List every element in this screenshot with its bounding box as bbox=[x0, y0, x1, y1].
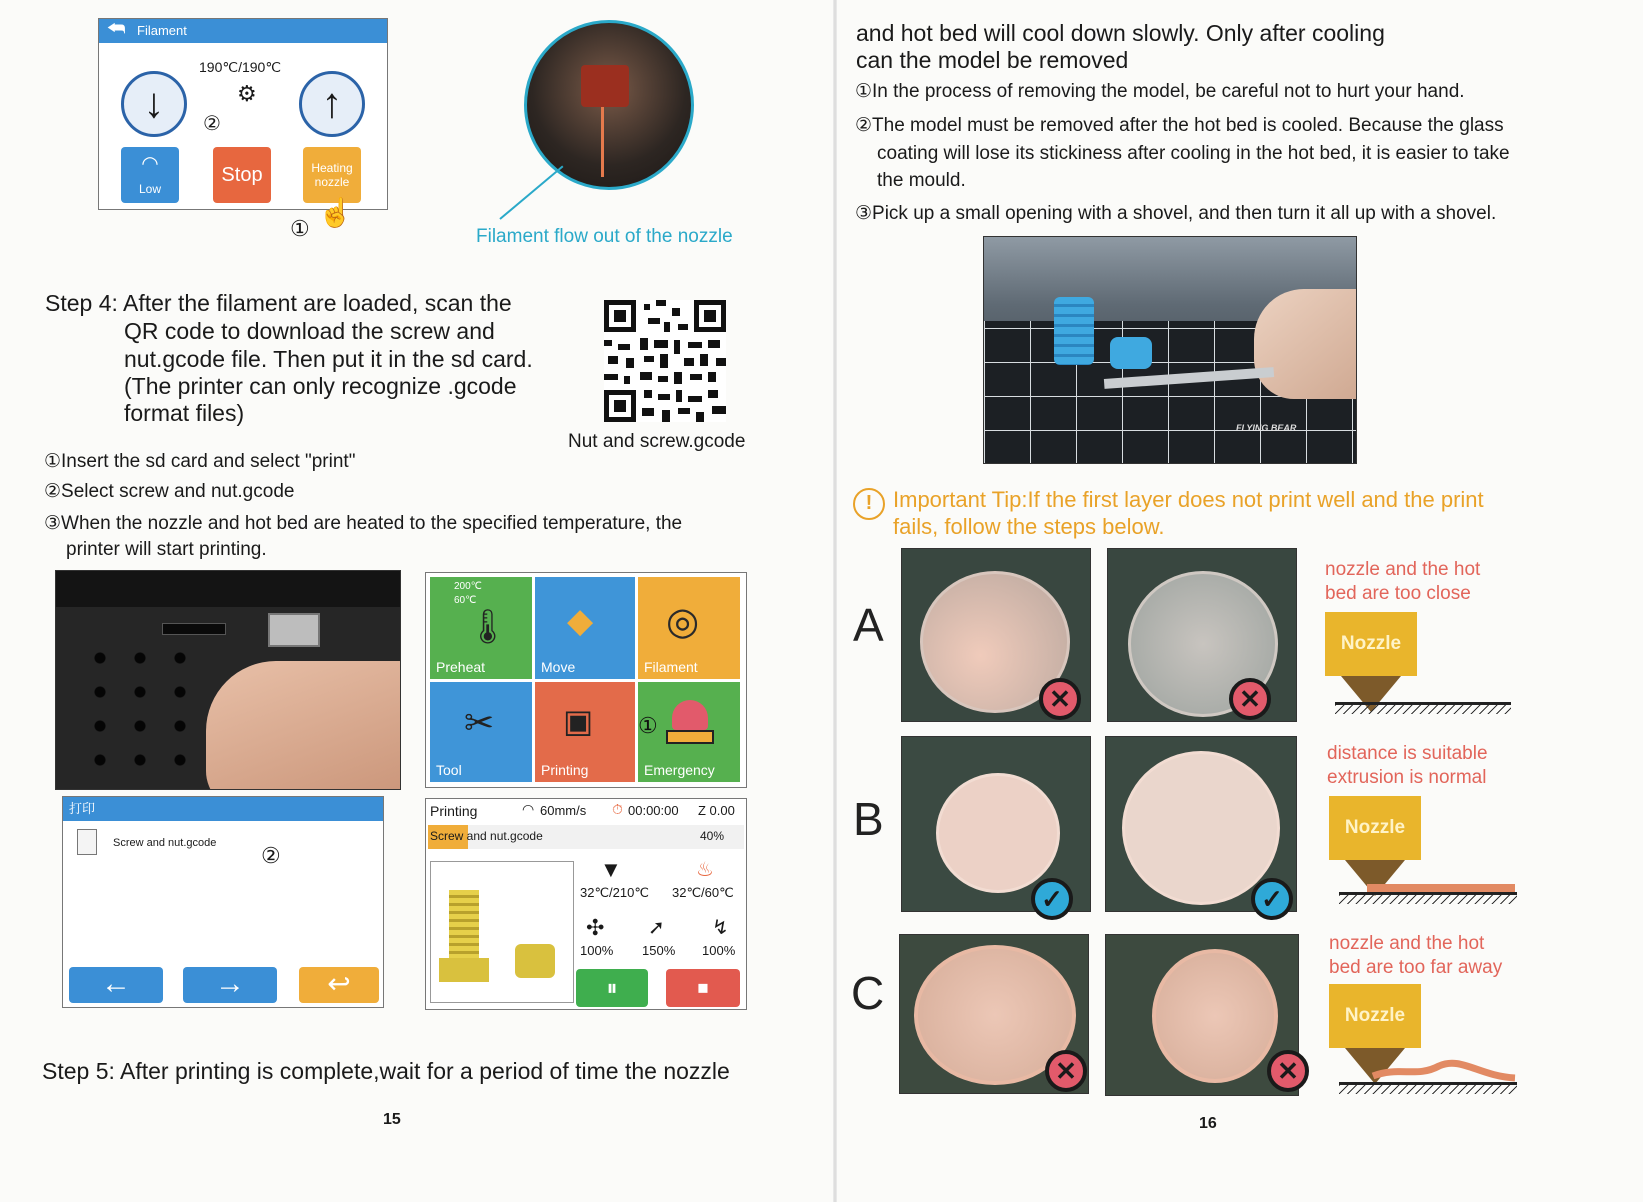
emergency-base bbox=[666, 730, 714, 744]
pause-button[interactable] bbox=[576, 969, 648, 1007]
intro-line-1: and hot bed will cool down slowly. Only after cooling bbox=[856, 20, 1385, 46]
right-arrow-icon: → bbox=[215, 967, 245, 1000]
panel-top bbox=[56, 571, 401, 607]
sd-card-photo bbox=[55, 570, 401, 790]
filament-strand bbox=[601, 107, 604, 177]
intro-line-2: can the model be removed bbox=[856, 47, 1129, 73]
row-c-letter: C bbox=[851, 967, 885, 1019]
row-b-result-2: ✓ bbox=[1251, 878, 1293, 920]
nozzle-icon: ▼ bbox=[600, 857, 622, 882]
thermometer-icon: 🌡 bbox=[466, 608, 510, 646]
instruction-3: ③When the nozzle and hot bed are heated to the specified temperature, the bbox=[44, 513, 683, 534]
speed-low-button[interactable] bbox=[121, 147, 179, 203]
point-1: ①In the process of removing the model, be careful not to hurt your hand. bbox=[855, 81, 1465, 102]
screw-model bbox=[449, 890, 479, 960]
filament-screen-title: Filament bbox=[137, 23, 187, 38]
left-arrow-icon: ← bbox=[101, 967, 131, 1000]
return-arrow-icon: ↩ bbox=[327, 968, 351, 999]
stop-print-button[interactable] bbox=[666, 969, 740, 1007]
printed-nut bbox=[1110, 337, 1152, 369]
clock-icon: ⏱ bbox=[612, 801, 623, 817]
speed-percent: 150% bbox=[642, 943, 676, 958]
row-b-note-2: extrusion is normal bbox=[1327, 767, 1487, 788]
row-c-bed bbox=[1339, 1082, 1517, 1094]
filament-screen bbox=[98, 18, 388, 210]
instruction-1: ①Insert the sd card and select "print" bbox=[44, 451, 356, 472]
printed-screw bbox=[1054, 297, 1094, 365]
printing-status-screen bbox=[425, 798, 747, 1010]
printing-title: Printing bbox=[430, 803, 478, 819]
filament-label: Filament bbox=[644, 659, 698, 675]
flow-rate: 100% bbox=[702, 943, 736, 958]
return-button[interactable] bbox=[299, 967, 379, 1003]
page-16 bbox=[835, 0, 1643, 1202]
progress-file: Screw and nut.gcode bbox=[430, 829, 543, 843]
speed-low-label: Low bbox=[138, 182, 161, 196]
unload-button[interactable] bbox=[121, 71, 187, 137]
menu-callout-1: ① bbox=[638, 713, 658, 738]
preheat-label: Preheat bbox=[436, 659, 486, 675]
up-arrow-icon: ↑ bbox=[321, 79, 343, 126]
file-screen-titlebar bbox=[63, 797, 383, 821]
hotend-block bbox=[581, 65, 629, 107]
progress-track bbox=[428, 825, 744, 849]
row-c-extrusion bbox=[1369, 1056, 1519, 1084]
hand bbox=[1254, 289, 1357, 399]
temp-readout-2: 60℃ bbox=[454, 595, 477, 606]
row-c-print-2 bbox=[1152, 949, 1278, 1083]
speed-icon: ◠ bbox=[522, 801, 535, 817]
row-b-print-2 bbox=[1122, 751, 1280, 905]
callout-1: ① bbox=[290, 216, 310, 241]
nozzle-temp: 32℃/210℃ bbox=[580, 885, 649, 900]
step4-line-2: QR code to download the screw and bbox=[124, 318, 495, 344]
file-name[interactable]: Screw and nut.gcode bbox=[113, 837, 217, 849]
printer-icon: ▣ bbox=[563, 703, 594, 739]
run-speed-icon: ➚ bbox=[648, 917, 665, 939]
row-b-extrusion bbox=[1367, 884, 1515, 892]
qr-caption: Nut and screw.gcode bbox=[568, 431, 746, 452]
z-height: Z 0.00 bbox=[698, 803, 735, 818]
screw-head bbox=[439, 958, 489, 982]
qr-code bbox=[604, 300, 726, 422]
tool-label: Tool bbox=[436, 762, 462, 778]
row-b-print-1 bbox=[936, 773, 1060, 893]
row-c-note-2: bed are too far away bbox=[1329, 957, 1503, 978]
stop-button[interactable]: Stop bbox=[213, 147, 271, 203]
point-2-cont-2: the mould. bbox=[877, 170, 966, 191]
row-a-result-1: ✕ bbox=[1039, 678, 1081, 720]
step4-line-3: nut.gcode file. Then put it in the sd card. bbox=[124, 346, 533, 372]
row-c-nozzle: Nozzle bbox=[1329, 984, 1421, 1048]
move-label: Move bbox=[541, 659, 576, 675]
row-c-result-2: ✕ bbox=[1267, 1050, 1309, 1092]
spool-icon: ◎ bbox=[666, 601, 700, 643]
temp-readout-1: 200℃ bbox=[454, 581, 482, 592]
holes bbox=[80, 641, 200, 781]
back-arrow-icon[interactable]: ⮪ bbox=[107, 18, 126, 40]
tools-icon: ✂ bbox=[464, 702, 495, 743]
pointing-hand-icon: ☝ bbox=[318, 197, 353, 228]
fan-speed: 100% bbox=[580, 943, 614, 958]
step4-line-5: format files) bbox=[124, 400, 245, 426]
instruction-3-cont: printer will start printing. bbox=[66, 539, 267, 560]
nozzle-caption: Filament flow out of the nozzle bbox=[476, 226, 733, 247]
row-a-letter: A bbox=[853, 599, 884, 651]
row-a-bed bbox=[1335, 702, 1511, 714]
row-a-nozzle: Nozzle bbox=[1325, 612, 1417, 676]
warning-icon: ! bbox=[853, 488, 885, 520]
row-a-note-2: bed are too close bbox=[1325, 583, 1471, 604]
print-time: 00:00:00 bbox=[628, 803, 679, 818]
print-speed: 60mm/s bbox=[540, 803, 587, 818]
row-c-note-1: nozzle and the hot bbox=[1329, 933, 1485, 954]
step5-text: Step 5: After printing is complete,wait for a period of time the nozzle bbox=[42, 1058, 730, 1084]
model-removal-photo bbox=[983, 236, 1357, 464]
cube-icon: ◆ bbox=[567, 602, 594, 640]
file-callout-2: ② bbox=[261, 843, 281, 868]
bed-heat-icon: ♨ bbox=[696, 859, 714, 881]
step4-line-1: Step 4: After the filament are loaded, scan the bbox=[45, 290, 512, 316]
row-a-result-2: ✕ bbox=[1229, 678, 1271, 720]
prev-page-button[interactable] bbox=[69, 967, 163, 1003]
row-c-result-1: ✕ bbox=[1045, 1050, 1087, 1092]
row-b-note-1: distance is suitable bbox=[1327, 743, 1488, 764]
emergency-label: Emergency bbox=[644, 762, 715, 778]
printing-label: Printing bbox=[541, 762, 589, 778]
nut-model bbox=[515, 944, 555, 978]
heating-nozzle-button[interactable]: Heating nozzle bbox=[303, 147, 361, 203]
printing-tile[interactable] bbox=[535, 682, 635, 782]
emergency-stop-icon bbox=[672, 700, 708, 730]
row-b-bed bbox=[1339, 892, 1517, 904]
row-b-letter: B bbox=[853, 793, 884, 845]
fan-icon: ✣ bbox=[586, 915, 605, 940]
nozzle-photo bbox=[524, 20, 694, 190]
tool-tile[interactable] bbox=[430, 682, 532, 782]
filament-screen-titlebar bbox=[99, 19, 387, 43]
temperature-readout: 190℃/190℃ bbox=[199, 59, 282, 75]
speedometer-icon: ◠ bbox=[141, 153, 159, 175]
down-arrow-icon: ↓ bbox=[143, 79, 165, 126]
point-3: ③Pick up a small opening with a shovel, and then turn it all up with a shovel. bbox=[855, 203, 1497, 224]
page-number-16: 16 bbox=[1199, 1115, 1217, 1132]
step4-line-4: (The printer can only recognize .gcode bbox=[124, 373, 517, 399]
preheat-tile[interactable] bbox=[430, 577, 532, 679]
load-button[interactable] bbox=[299, 71, 365, 137]
instruction-2: ②Select screw and nut.gcode bbox=[44, 481, 295, 502]
usb-port bbox=[268, 613, 320, 647]
row-b-result-1: ✓ bbox=[1031, 878, 1073, 920]
file-screen-title: 打印 bbox=[69, 801, 96, 816]
main-menu-screen bbox=[425, 572, 747, 788]
filament-tile[interactable] bbox=[638, 577, 740, 679]
sd-slot bbox=[162, 623, 226, 635]
file-select-screen bbox=[62, 796, 384, 1008]
callout-2: ② bbox=[203, 113, 221, 135]
finger bbox=[206, 661, 401, 790]
progress-percent: 40% bbox=[699, 829, 724, 843]
tip-line-1: Important Tip:If the first layer does not print well and the print bbox=[893, 487, 1484, 512]
point-2-cont-1: coating will lose its stickiness after cooling in the hot bed, it is easier to take bbox=[877, 143, 1510, 164]
bed-brand: FLYING BEAR bbox=[1236, 423, 1297, 433]
stop-icon: ⏹ bbox=[697, 975, 709, 1000]
model-preview bbox=[430, 861, 574, 1003]
bed-temp: 32℃/60℃ bbox=[672, 885, 734, 900]
next-page-button[interactable] bbox=[183, 967, 277, 1003]
extruder-icon: ⚙ bbox=[237, 81, 257, 106]
row-a-note-1: nozzle and the hot bbox=[1325, 559, 1481, 580]
pause-icon: ⏸ bbox=[606, 975, 618, 1000]
callout-line bbox=[499, 166, 563, 220]
move-tile[interactable] bbox=[535, 577, 635, 679]
point-2: ②The model must be removed after the hot bed is cooled. Because the glass bbox=[855, 115, 1504, 136]
file-icon bbox=[77, 829, 97, 855]
flow-icon: ↯ bbox=[712, 917, 729, 939]
page-number-15: 15 bbox=[383, 1111, 401, 1128]
row-b-nozzle: Nozzle bbox=[1329, 796, 1421, 860]
tip-line-2: fails, follow the steps below. bbox=[893, 514, 1165, 539]
